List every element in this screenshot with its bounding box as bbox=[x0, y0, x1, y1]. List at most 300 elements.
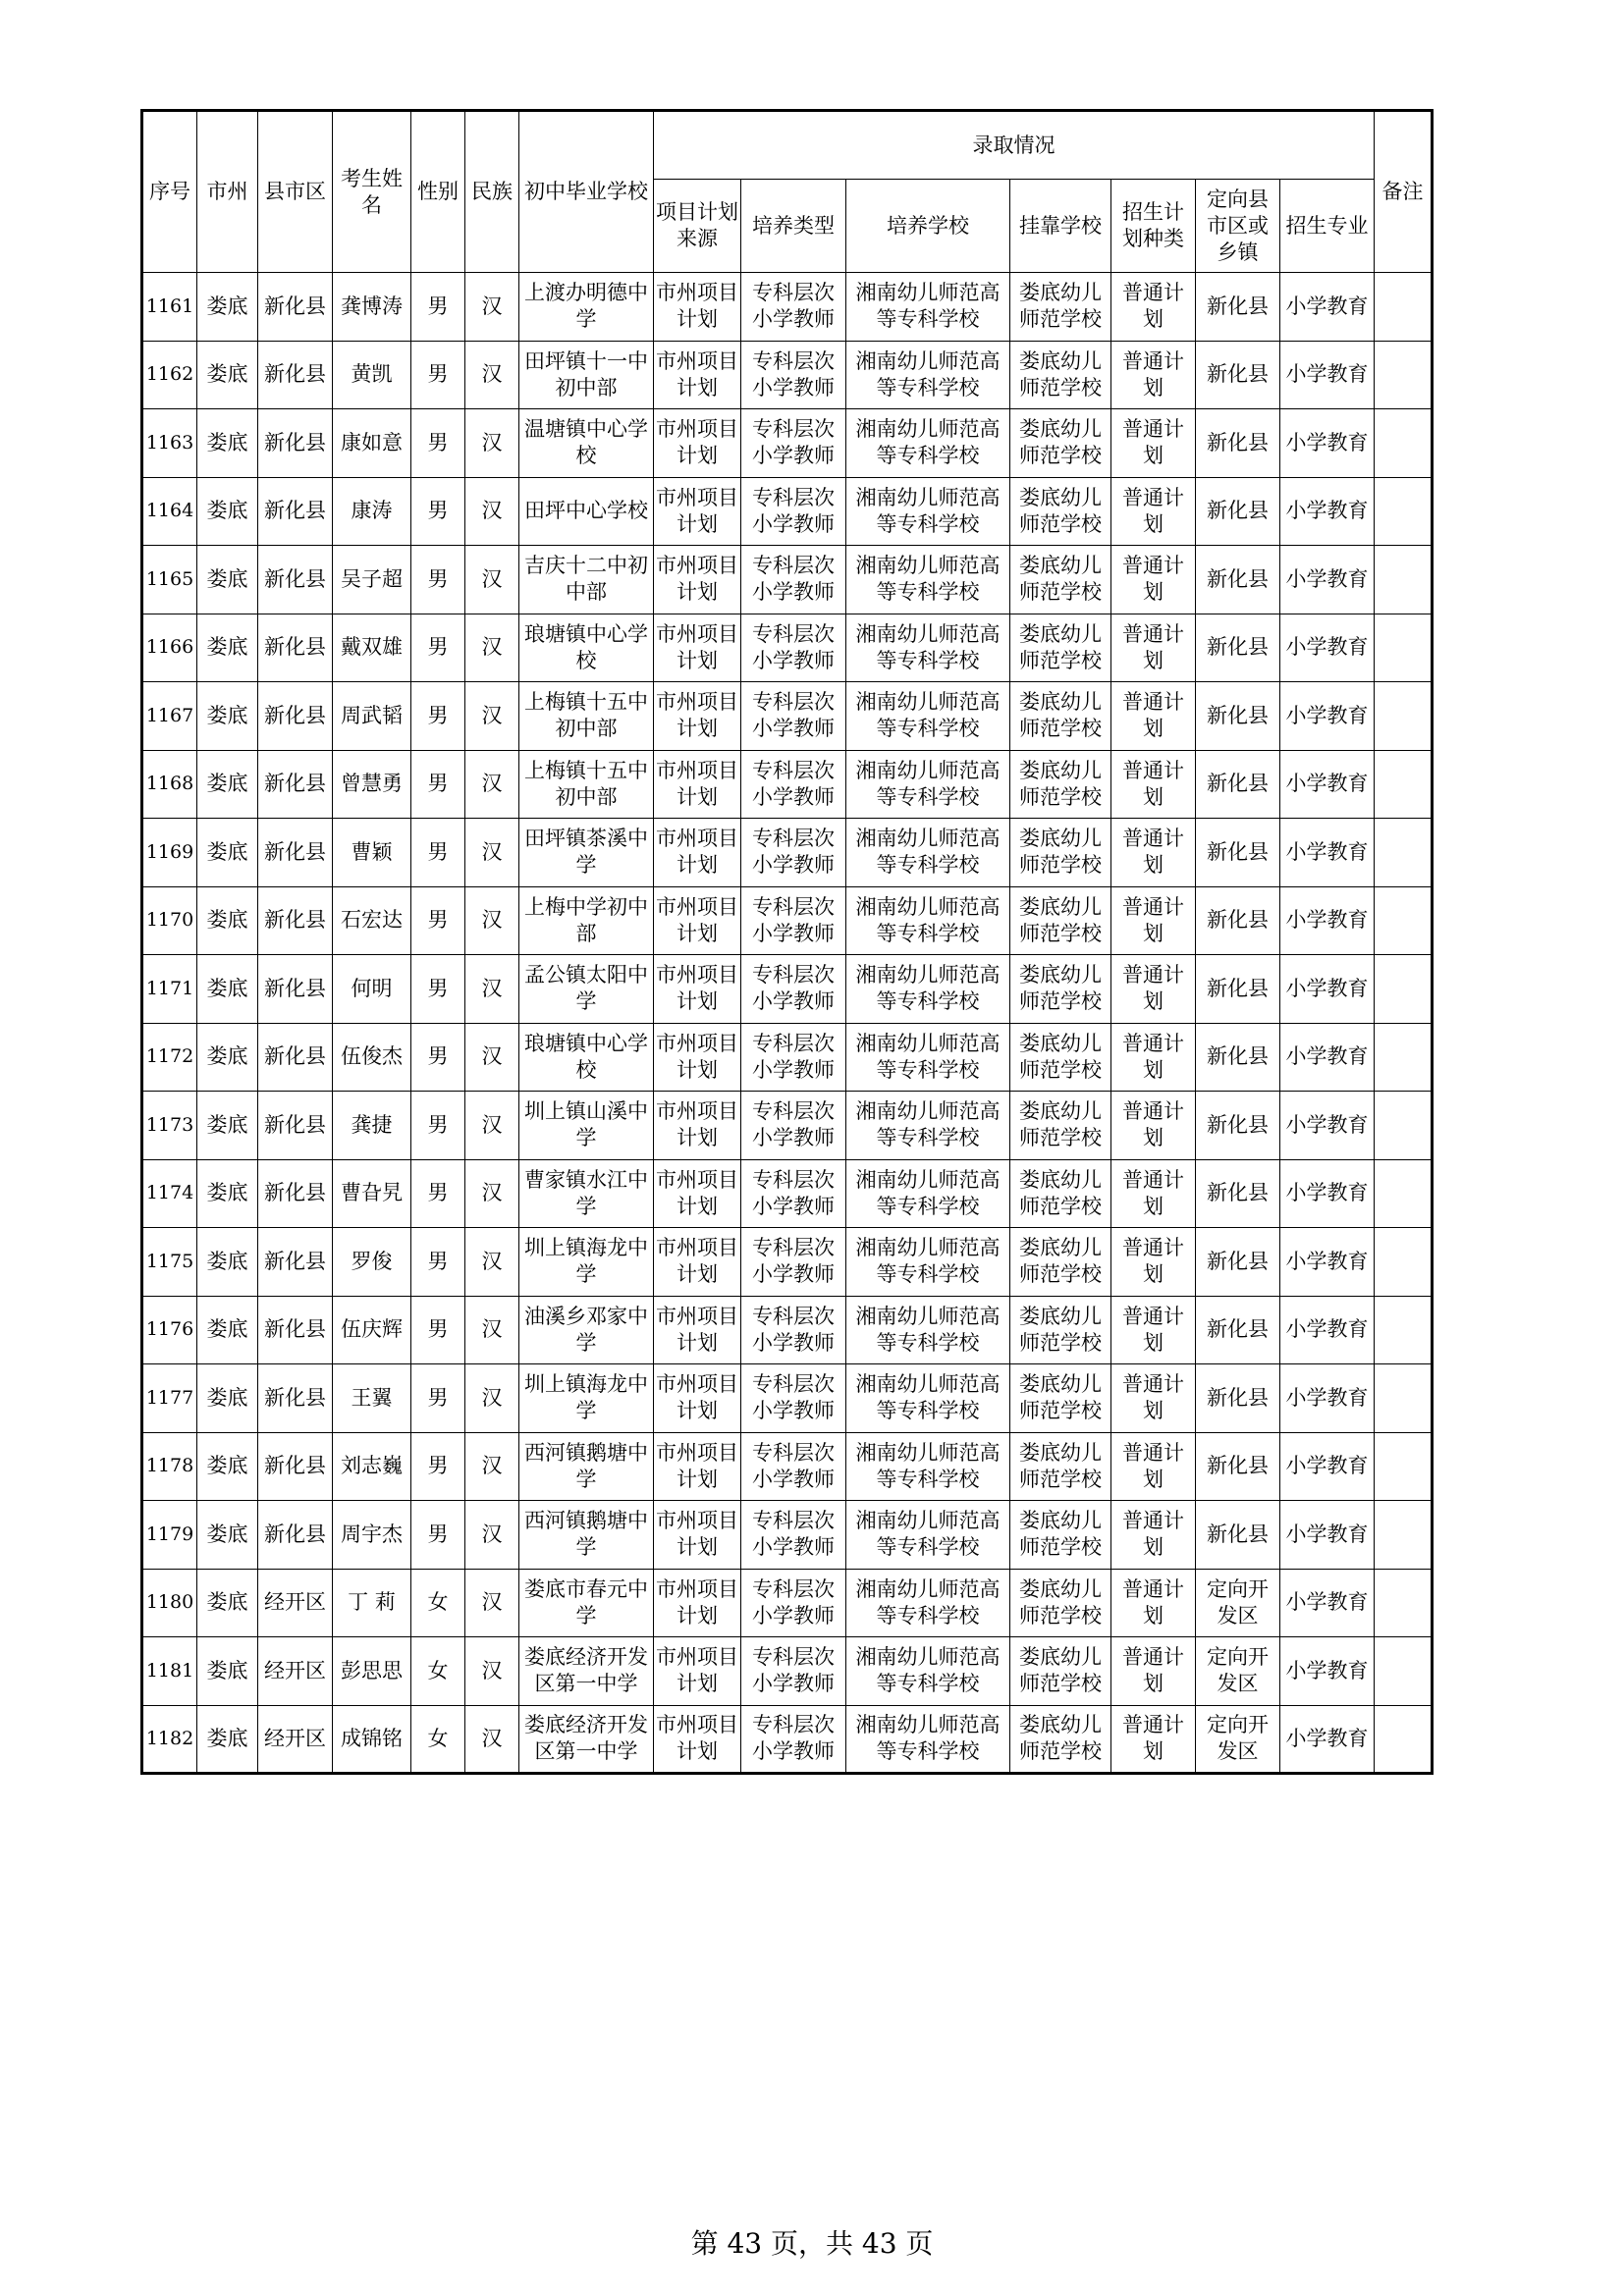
cell-major-text: 小学教育 bbox=[1285, 703, 1369, 727]
cell-plan-source bbox=[654, 614, 741, 682]
cell-training-school-text: 湘南幼儿师范高等专科学校 bbox=[855, 554, 1001, 605]
cell-ethnicity bbox=[465, 1637, 519, 1706]
cell-school bbox=[519, 955, 654, 1024]
cell-target-area bbox=[1196, 1705, 1280, 1774]
cell-ethnicity bbox=[465, 1569, 519, 1637]
cell-training-type bbox=[741, 614, 846, 682]
cell-school-text: 西河镇鹅塘中学 bbox=[524, 1440, 648, 1491]
cell-name-text: 康如意 bbox=[341, 430, 403, 454]
cell-county-text: 新化县 bbox=[264, 635, 326, 660]
cell-affiliated-school bbox=[1010, 1364, 1111, 1433]
cell-school-text: 田坪中心学校 bbox=[524, 499, 648, 523]
cell-plan-source bbox=[654, 341, 741, 409]
cell-plan-type-text: 普通计划 bbox=[1122, 1372, 1184, 1423]
cell-plan-source bbox=[654, 750, 741, 819]
cell-city-text: 娄底 bbox=[206, 1726, 248, 1750]
cell-seq bbox=[142, 682, 197, 751]
cell-plan-source bbox=[654, 1364, 741, 1433]
cell-county bbox=[258, 273, 333, 342]
cell-county bbox=[258, 1364, 333, 1433]
cell-target-area-text: 新化县 bbox=[1207, 1044, 1269, 1069]
cell-plan-source-text: 市州项目计划 bbox=[656, 1167, 738, 1218]
cell-target-area-text: 新化县 bbox=[1207, 430, 1269, 454]
cell-city bbox=[197, 819, 258, 887]
cell-name bbox=[333, 1705, 411, 1774]
cell-city-text: 娄底 bbox=[206, 430, 248, 454]
cell-gender bbox=[411, 955, 465, 1024]
cell-major-text: 小学教育 bbox=[1285, 1726, 1369, 1750]
cell-name bbox=[333, 955, 411, 1024]
cell-name bbox=[333, 819, 411, 887]
cell-major bbox=[1280, 1228, 1375, 1297]
cell-ethnicity-text: 汉 bbox=[481, 1385, 503, 1410]
cell-city-text: 娄底 bbox=[206, 908, 248, 933]
cell-gender bbox=[411, 1228, 465, 1297]
cell-major-text: 小学教育 bbox=[1285, 1522, 1369, 1546]
cell-training-school bbox=[846, 1296, 1010, 1364]
cell-gender-text: 男 bbox=[427, 499, 449, 523]
cell-training-school-text: 湘南幼儿师范高等专科学校 bbox=[855, 417, 1001, 468]
cell-ethnicity-text: 汉 bbox=[481, 908, 503, 933]
cell-seq-text: 1175 bbox=[145, 1250, 194, 1272]
cell-seq bbox=[142, 750, 197, 819]
cell-ethnicity bbox=[465, 273, 519, 342]
cell-school bbox=[519, 341, 654, 409]
cell-name-text: 龚捷 bbox=[351, 1112, 393, 1137]
cell-county-text: 新化县 bbox=[264, 839, 326, 864]
cell-city bbox=[197, 477, 258, 546]
cell-training-school bbox=[846, 886, 1010, 955]
cell-plan-source bbox=[654, 1705, 741, 1774]
cell-county-text: 新化县 bbox=[264, 976, 326, 1000]
cell-school-text: 温塘镇中心学校 bbox=[524, 417, 648, 468]
table-row bbox=[142, 614, 1433, 682]
cell-seq-text: 1165 bbox=[145, 567, 194, 590]
cell-training-school-text: 湘南幼儿师范高等专科学校 bbox=[855, 1372, 1001, 1423]
cell-ethnicity-text: 汉 bbox=[481, 772, 503, 796]
cell-major bbox=[1280, 1569, 1375, 1637]
cell-ethnicity bbox=[465, 1705, 519, 1774]
cell-school-text: 吉庆十二中初中部 bbox=[524, 554, 648, 605]
cell-ethnicity-text: 汉 bbox=[481, 1454, 503, 1478]
cell-name bbox=[333, 1296, 411, 1364]
cell-school-text: 娄底经济开发区第一中学 bbox=[524, 1713, 648, 1764]
header-admission-group: 录取情况 bbox=[654, 111, 1375, 180]
cell-gender-text: 男 bbox=[427, 1385, 449, 1410]
cell-plan-type bbox=[1111, 1569, 1196, 1637]
cell-county bbox=[258, 1023, 333, 1092]
cell-target-area bbox=[1196, 819, 1280, 887]
table-row bbox=[142, 1705, 1433, 1774]
cell-training-type bbox=[741, 1569, 846, 1637]
cell-city-text: 娄底 bbox=[206, 1385, 248, 1410]
cell-target-area bbox=[1196, 273, 1280, 342]
cell-training-type bbox=[741, 1705, 846, 1774]
cell-plan-type-text: 普通计划 bbox=[1122, 554, 1184, 605]
cell-training-school bbox=[846, 955, 1010, 1024]
cell-gender bbox=[411, 409, 465, 478]
header-seq: 序号 bbox=[142, 111, 197, 273]
cell-seq-text: 1174 bbox=[145, 1182, 194, 1204]
cell-training-school-text: 湘南幼儿师范高等专科学校 bbox=[855, 894, 1001, 945]
cell-training-type bbox=[741, 682, 846, 751]
cell-county bbox=[258, 477, 333, 546]
cell-plan-source bbox=[654, 1637, 741, 1706]
cell-affiliated-school-text: 娄底幼儿师范学校 bbox=[1019, 690, 1102, 741]
table-row bbox=[142, 1023, 1433, 1092]
cell-city-text: 娄底 bbox=[206, 294, 248, 318]
cell-plan-type-text: 普通计划 bbox=[1122, 1645, 1184, 1696]
cell-major bbox=[1280, 546, 1375, 614]
cell-training-type-text: 专科层次小学教师 bbox=[752, 1440, 835, 1491]
table-row bbox=[142, 1159, 1433, 1228]
cell-remarks bbox=[1375, 546, 1433, 614]
cell-training-type-text: 专科层次小学教师 bbox=[752, 621, 835, 672]
cell-city bbox=[197, 1228, 258, 1297]
cell-ethnicity-text: 汉 bbox=[481, 430, 503, 454]
cell-training-school-text: 湘南幼儿师范高等专科学校 bbox=[855, 348, 1001, 400]
cell-plan-source-text: 市州项目计划 bbox=[656, 1576, 738, 1628]
cell-plan-source bbox=[654, 1569, 741, 1637]
cell-target-area-text: 新化县 bbox=[1207, 839, 1269, 864]
cell-gender bbox=[411, 546, 465, 614]
cell-remarks bbox=[1375, 341, 1433, 409]
cell-training-type-text: 专科层次小学教师 bbox=[752, 1645, 835, 1696]
cell-training-school bbox=[846, 1501, 1010, 1570]
cell-plan-type bbox=[1111, 819, 1196, 887]
cell-affiliated-school bbox=[1010, 1159, 1111, 1228]
cell-county-text: 新化县 bbox=[264, 1385, 326, 1410]
cell-school-text: 琅塘镇中心学校 bbox=[524, 1031, 648, 1082]
table-row bbox=[142, 886, 1433, 955]
cell-affiliated-school bbox=[1010, 886, 1111, 955]
cell-plan-source bbox=[654, 1023, 741, 1092]
cell-gender bbox=[411, 886, 465, 955]
cell-school-text: 上梅中学初中部 bbox=[524, 894, 648, 945]
cell-school-text: 上梅镇十五中初中部 bbox=[524, 758, 648, 809]
cell-city-text: 娄底 bbox=[206, 1590, 248, 1615]
cell-gender-text: 男 bbox=[427, 839, 449, 864]
cell-ethnicity bbox=[465, 1501, 519, 1570]
cell-major-text: 小学教育 bbox=[1285, 430, 1369, 454]
cell-training-type bbox=[741, 273, 846, 342]
cell-major-text: 小学教育 bbox=[1285, 1454, 1369, 1478]
page-footer: 第 43 页，共 43 页 bbox=[690, 2227, 934, 2260]
cell-school-text: 西河镇鹅塘中学 bbox=[524, 1509, 648, 1560]
cell-major-text: 小学教育 bbox=[1285, 1249, 1369, 1273]
cell-seq-text: 1182 bbox=[145, 1727, 194, 1749]
cell-target-area-text: 新化县 bbox=[1207, 1522, 1269, 1546]
cell-school-text: 圳上镇海龙中学 bbox=[524, 1236, 648, 1287]
cell-plan-source bbox=[654, 477, 741, 546]
cell-target-area-text: 新化县 bbox=[1207, 1249, 1269, 1273]
table-row bbox=[142, 1637, 1433, 1706]
cell-target-area bbox=[1196, 1023, 1280, 1092]
cell-training-school bbox=[846, 1705, 1010, 1774]
cell-training-school-text: 湘南幼儿师范高等专科学校 bbox=[855, 1509, 1001, 1560]
cell-plan-type-text: 普通计划 bbox=[1122, 1099, 1184, 1150]
cell-plan-type-text: 普通计划 bbox=[1122, 1713, 1184, 1764]
cell-gender bbox=[411, 614, 465, 682]
cell-seq bbox=[142, 1092, 197, 1160]
cell-school bbox=[519, 1569, 654, 1637]
cell-target-area-text: 新化县 bbox=[1207, 635, 1269, 660]
cell-county bbox=[258, 886, 333, 955]
cell-school bbox=[519, 1432, 654, 1501]
cell-major bbox=[1280, 341, 1375, 409]
cell-seq bbox=[142, 273, 197, 342]
cell-training-school-text: 湘南幼儿师范高等专科学校 bbox=[855, 1236, 1001, 1287]
cell-target-area bbox=[1196, 1432, 1280, 1501]
cell-county-text: 新化县 bbox=[264, 362, 326, 387]
cell-affiliated-school-text: 娄底幼儿师范学校 bbox=[1019, 1440, 1102, 1491]
cell-name-text: 王翼 bbox=[351, 1385, 393, 1410]
cell-major-text: 小学教育 bbox=[1285, 1385, 1369, 1410]
cell-plan-type-text: 普通计划 bbox=[1122, 485, 1184, 536]
cell-major bbox=[1280, 1023, 1375, 1092]
cell-school-text: 上梅镇十五中初中部 bbox=[524, 690, 648, 741]
cell-ethnicity bbox=[465, 819, 519, 887]
cell-plan-type bbox=[1111, 1159, 1196, 1228]
cell-major-text: 小学教育 bbox=[1285, 1112, 1369, 1137]
table-row bbox=[142, 409, 1433, 478]
cell-affiliated-school-text: 娄底幼儿师范学校 bbox=[1019, 281, 1102, 332]
cell-county-text: 经开区 bbox=[264, 1590, 326, 1615]
cell-affiliated-school bbox=[1010, 341, 1111, 409]
cell-plan-type bbox=[1111, 477, 1196, 546]
cell-target-area bbox=[1196, 1364, 1280, 1433]
cell-ethnicity-text: 汉 bbox=[481, 635, 503, 660]
table-body bbox=[142, 273, 1433, 1774]
cell-seq bbox=[142, 614, 197, 682]
cell-affiliated-school-text: 娄底幼儿师范学校 bbox=[1019, 485, 1102, 536]
cell-training-school bbox=[846, 1228, 1010, 1297]
cell-county bbox=[258, 819, 333, 887]
cell-plan-source-text: 市州项目计划 bbox=[656, 827, 738, 878]
cell-city-text: 娄底 bbox=[206, 566, 248, 591]
cell-affiliated-school-text: 娄底幼儿师范学校 bbox=[1019, 417, 1102, 468]
cell-remarks bbox=[1375, 1364, 1433, 1433]
cell-city-text: 娄底 bbox=[206, 1181, 248, 1205]
cell-county bbox=[258, 1159, 333, 1228]
cell-county bbox=[258, 1228, 333, 1297]
cell-gender-text: 男 bbox=[427, 1317, 449, 1342]
header-affiliated-school: 挂靠学校 bbox=[1010, 180, 1111, 273]
cell-county bbox=[258, 1637, 333, 1706]
cell-name-text: 丁 莉 bbox=[348, 1590, 396, 1615]
cell-training-school-text: 湘南幼儿师范高等专科学校 bbox=[855, 1031, 1001, 1082]
cell-plan-type-text: 普通计划 bbox=[1122, 894, 1184, 945]
cell-training-school bbox=[846, 1637, 1010, 1706]
cell-training-school-text: 湘南幼儿师范高等专科学校 bbox=[855, 1713, 1001, 1764]
cell-gender-text: 男 bbox=[427, 1181, 449, 1205]
cell-training-school-text: 湘南幼儿师范高等专科学校 bbox=[855, 690, 1001, 741]
cell-remarks bbox=[1375, 886, 1433, 955]
cell-training-school bbox=[846, 1432, 1010, 1501]
cell-plan-source bbox=[654, 1501, 741, 1570]
cell-major bbox=[1280, 886, 1375, 955]
cell-major-text: 小学教育 bbox=[1285, 499, 1369, 523]
cell-city bbox=[197, 682, 258, 751]
cell-school bbox=[519, 1364, 654, 1433]
cell-plan-type-text: 普通计划 bbox=[1122, 963, 1184, 1014]
cell-name-text: 何明 bbox=[351, 976, 393, 1000]
cell-plan-source bbox=[654, 682, 741, 751]
cell-seq-text: 1172 bbox=[145, 1045, 194, 1068]
cell-target-area bbox=[1196, 1296, 1280, 1364]
cell-plan-type bbox=[1111, 1501, 1196, 1570]
cell-ethnicity bbox=[465, 1432, 519, 1501]
header-gender: 性别 bbox=[411, 111, 465, 273]
table-header bbox=[142, 111, 1433, 273]
cell-ethnicity bbox=[465, 750, 519, 819]
table-row bbox=[142, 341, 1433, 409]
header-major: 招生专业 bbox=[1280, 180, 1375, 273]
cell-seq bbox=[142, 1432, 197, 1501]
cell-gender bbox=[411, 341, 465, 409]
cell-city bbox=[197, 614, 258, 682]
cell-city-text: 娄底 bbox=[206, 1454, 248, 1478]
cell-school-text: 上渡办明德中学 bbox=[524, 281, 648, 332]
cell-ethnicity-text: 汉 bbox=[481, 1522, 503, 1546]
cell-affiliated-school-text: 娄底幼儿师范学校 bbox=[1019, 894, 1102, 945]
cell-training-school bbox=[846, 1023, 1010, 1092]
cell-school bbox=[519, 273, 654, 342]
table-row bbox=[142, 1432, 1433, 1501]
cell-gender bbox=[411, 819, 465, 887]
cell-remarks bbox=[1375, 1092, 1433, 1160]
table-row bbox=[142, 819, 1433, 887]
cell-seq-text: 1181 bbox=[145, 1659, 194, 1682]
table-row bbox=[142, 273, 1433, 342]
cell-county-text: 新化县 bbox=[264, 1044, 326, 1069]
cell-city-text: 娄底 bbox=[206, 839, 248, 864]
cell-remarks bbox=[1375, 1501, 1433, 1570]
cell-plan-source-text: 市州项目计划 bbox=[656, 690, 738, 741]
cell-seq bbox=[142, 1637, 197, 1706]
cell-plan-type bbox=[1111, 750, 1196, 819]
cell-training-school bbox=[846, 1092, 1010, 1160]
cell-name bbox=[333, 886, 411, 955]
cell-training-school-text: 湘南幼儿师范高等专科学校 bbox=[855, 621, 1001, 672]
cell-gender bbox=[411, 1637, 465, 1706]
cell-county-text: 新化县 bbox=[264, 908, 326, 933]
cell-target-area bbox=[1196, 1092, 1280, 1160]
cell-plan-source-text: 市州项目计划 bbox=[656, 1645, 738, 1696]
cell-major bbox=[1280, 273, 1375, 342]
cell-training-school-text: 湘南幼儿师范高等专科学校 bbox=[855, 485, 1001, 536]
cell-gender-text: 女 bbox=[427, 1726, 449, 1750]
cell-training-school bbox=[846, 409, 1010, 478]
cell-name-text: 罗俊 bbox=[351, 1249, 393, 1273]
cell-training-school bbox=[846, 273, 1010, 342]
cell-major bbox=[1280, 1705, 1375, 1774]
cell-training-type bbox=[741, 955, 846, 1024]
cell-major bbox=[1280, 1092, 1375, 1160]
cell-target-area-text: 新化县 bbox=[1207, 566, 1269, 591]
cell-major bbox=[1280, 477, 1375, 546]
cell-training-school-text: 湘南幼儿师范高等专科学校 bbox=[855, 827, 1001, 878]
cell-seq-text: 1176 bbox=[145, 1318, 194, 1341]
cell-target-area bbox=[1196, 477, 1280, 546]
cell-gender-text: 男 bbox=[427, 1044, 449, 1069]
header-county: 县市区 bbox=[258, 111, 333, 273]
cell-plan-source-text: 市州项目计划 bbox=[656, 417, 738, 468]
cell-training-school bbox=[846, 682, 1010, 751]
cell-plan-source-text: 市州项目计划 bbox=[656, 348, 738, 400]
cell-ethnicity-text: 汉 bbox=[481, 499, 503, 523]
cell-seq bbox=[142, 1159, 197, 1228]
cell-target-area bbox=[1196, 1159, 1280, 1228]
cell-ethnicity bbox=[465, 1159, 519, 1228]
cell-target-area-text: 新化县 bbox=[1207, 976, 1269, 1000]
cell-gender-text: 男 bbox=[427, 430, 449, 454]
cell-remarks bbox=[1375, 477, 1433, 546]
cell-remarks bbox=[1375, 1228, 1433, 1297]
cell-plan-type-text: 普通计划 bbox=[1122, 281, 1184, 332]
cell-remarks bbox=[1375, 819, 1433, 887]
cell-training-type-text: 专科层次小学教师 bbox=[752, 348, 835, 400]
cell-name bbox=[333, 546, 411, 614]
cell-plan-source-text: 市州项目计划 bbox=[656, 554, 738, 605]
cell-training-type bbox=[741, 409, 846, 478]
cell-school-text: 圳上镇海龙中学 bbox=[524, 1372, 648, 1423]
cell-training-type-text: 专科层次小学教师 bbox=[752, 1031, 835, 1082]
cell-gender bbox=[411, 477, 465, 546]
cell-major-text: 小学教育 bbox=[1285, 362, 1369, 387]
cell-gender-text: 男 bbox=[427, 1522, 449, 1546]
cell-target-area bbox=[1196, 546, 1280, 614]
cell-gender-text: 男 bbox=[427, 635, 449, 660]
cell-school bbox=[519, 614, 654, 682]
cell-target-area bbox=[1196, 1637, 1280, 1706]
cell-county bbox=[258, 955, 333, 1024]
cell-plan-type bbox=[1111, 886, 1196, 955]
cell-target-area-text: 新化县 bbox=[1207, 1112, 1269, 1137]
cell-seq-text: 1168 bbox=[145, 773, 194, 795]
cell-training-type-text: 专科层次小学教师 bbox=[752, 1304, 835, 1355]
cell-training-type bbox=[741, 750, 846, 819]
cell-seq bbox=[142, 477, 197, 546]
cell-county-text: 新化县 bbox=[264, 1317, 326, 1342]
cell-school bbox=[519, 1159, 654, 1228]
cell-plan-source-text: 市州项目计划 bbox=[656, 281, 738, 332]
cell-county bbox=[258, 750, 333, 819]
cell-affiliated-school-text: 娄底幼儿师范学校 bbox=[1019, 1372, 1102, 1423]
cell-name bbox=[333, 477, 411, 546]
cell-city bbox=[197, 1569, 258, 1637]
cell-major bbox=[1280, 614, 1375, 682]
cell-name-text: 吴子超 bbox=[341, 566, 403, 591]
cell-name bbox=[333, 1023, 411, 1092]
cell-affiliated-school-text: 娄底幼儿师范学校 bbox=[1019, 1713, 1102, 1764]
cell-name-text: 黄凯 bbox=[351, 362, 393, 387]
cell-school bbox=[519, 1023, 654, 1092]
cell-county-text: 新化县 bbox=[264, 1112, 326, 1137]
cell-plan-type-text: 普通计划 bbox=[1122, 1304, 1184, 1355]
cell-major-text: 小学教育 bbox=[1285, 1590, 1369, 1615]
cell-plan-type-text: 普通计划 bbox=[1122, 1509, 1184, 1560]
cell-target-area bbox=[1196, 682, 1280, 751]
cell-training-school-text: 湘南幼儿师范高等专科学校 bbox=[855, 281, 1001, 332]
cell-plan-source-text: 市州项目计划 bbox=[656, 485, 738, 536]
cell-training-type-text: 专科层次小学教师 bbox=[752, 281, 835, 332]
cell-target-area-text: 新化县 bbox=[1207, 908, 1269, 933]
cell-target-area bbox=[1196, 1501, 1280, 1570]
cell-target-area-text: 新化县 bbox=[1207, 772, 1269, 796]
cell-training-type-text: 专科层次小学教师 bbox=[752, 1372, 835, 1423]
cell-remarks bbox=[1375, 1705, 1433, 1774]
